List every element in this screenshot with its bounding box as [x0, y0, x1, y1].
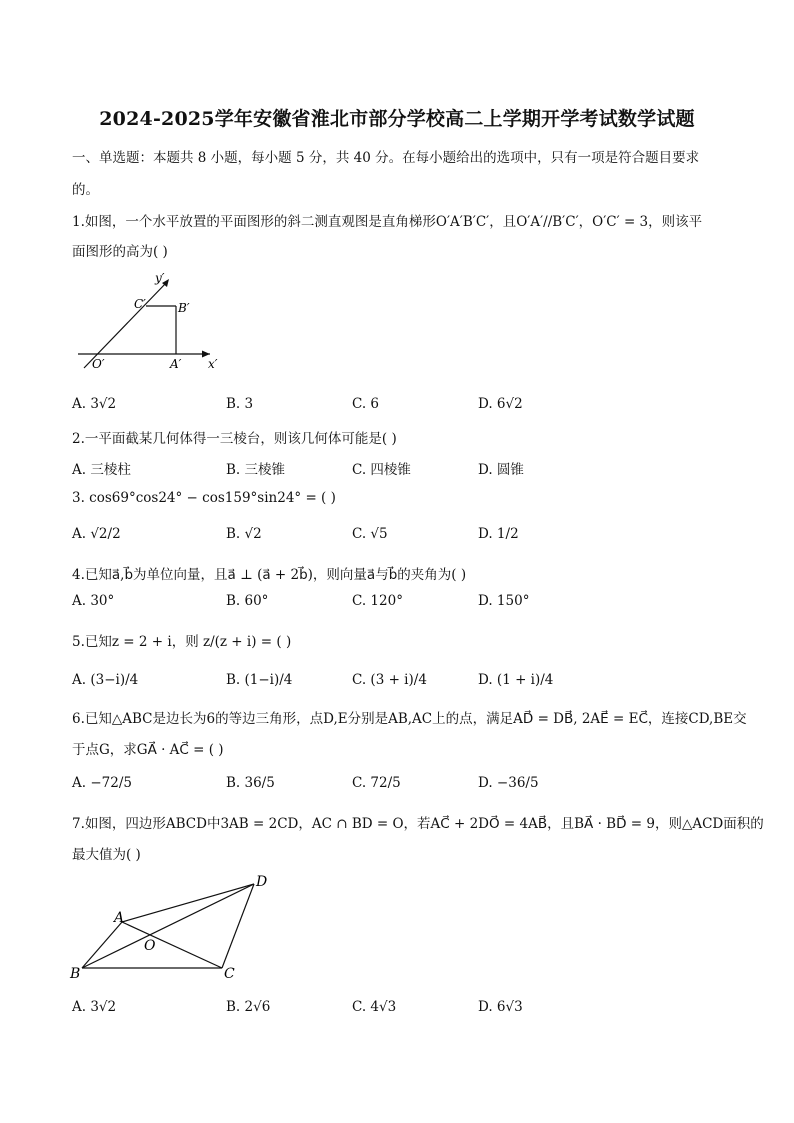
q7-label-b: B	[70, 966, 81, 982]
q5-option-a: A. (3−i)/4	[72, 672, 139, 688]
q3-option-a: A. √2/2	[72, 526, 121, 542]
q3-option-b: B. √2	[226, 526, 262, 542]
q6-option-a: A. −72/5	[72, 775, 132, 791]
q5-option-c: C. (3 + i)/4	[352, 672, 427, 688]
q4-option-b: B. 60°	[226, 593, 269, 609]
q4-option-c: C. 120°	[352, 593, 403, 609]
q3-option-d: D. 1/2	[478, 526, 519, 542]
q7-option-a: A. 3√2	[72, 999, 117, 1015]
q7-edge-ba	[82, 922, 122, 968]
q7-label-a: A	[114, 910, 125, 926]
q2-option-b: B. 三棱锥	[226, 462, 286, 478]
q1-y-axis	[84, 282, 167, 368]
q3-option-c: C. √5	[352, 526, 388, 542]
q1-label-x: x′	[208, 357, 218, 371]
q6-option-c: C. 72/5	[352, 775, 401, 791]
q4-option-d: D. 150°	[478, 593, 530, 609]
q7-edge-dc	[222, 884, 254, 968]
q7-option-d: D. 6√3	[478, 999, 523, 1015]
q6-option-b: B. 36/5	[226, 775, 275, 791]
q1-label-o: O′	[92, 357, 105, 371]
q6-text-line-2: 于点G，求GA⃗ · AC⃗ = ( )	[72, 742, 224, 758]
q7-label-o: O	[144, 938, 156, 954]
section-heading-line-2: 的。	[72, 182, 99, 198]
q1-label-b: B′	[178, 301, 190, 315]
q7-option-c: C. 4√3	[352, 999, 397, 1015]
q2-text: 2.一平面截某几何体得一三棱台，则该几何体可能是( )	[72, 431, 397, 447]
q7-label-d: D	[256, 874, 268, 890]
q5-text: 5.已知z = 2 + i，则 z/(z + i) = ( )	[72, 634, 292, 650]
q7-label-c: C	[224, 966, 235, 982]
q5-option-b: B. (1−i)/4	[226, 672, 293, 688]
q2-option-c: C. 四棱锥	[352, 462, 411, 478]
q4-text: 4.已知a⃗,b⃗为单位向量，且a⃗ ⊥ (a⃗ + 2b⃗)，则向量a⃗与b⃗的夹角为( )	[72, 567, 467, 583]
q4-option-a: A. 30°	[72, 593, 115, 609]
page-title: 2024-2025学年安徽省淮北市部分学校高二上学期开学考试数学试题	[99, 108, 695, 130]
q1-label-c: C′	[134, 297, 146, 311]
q1-option-b: B. 3	[226, 396, 254, 412]
q6-option-d: D. −36/5	[478, 775, 539, 791]
q1-option-c: C. 6	[352, 396, 380, 412]
q1-text-line-1: 1.如图，一个水平放置的平面图形的斜二测直观图是直角梯形O′A′B′C′，且O′A′//B′C′，O′C′ = 3，则该平	[72, 214, 703, 230]
q1-option-a: A. 3√2	[72, 396, 117, 412]
q2-option-a: A. 三棱柱	[72, 462, 131, 478]
q1-option-d: D. 6√2	[478, 396, 523, 412]
q7-text-line-2: 最大值为( )	[72, 847, 141, 863]
q2-option-d: D. 圆锥	[478, 462, 524, 478]
q1-label-a: A′	[170, 357, 182, 371]
q7-figure-quadrilateral	[66, 870, 276, 985]
q7-diagonal-bd	[82, 884, 254, 968]
q7-text-line-1: 7.如图，四边形ABCD中3AB = 2CD，AC ∩ BD = O，若AC⃗ + 2DO⃗ = 4AB⃗，且BA⃗ · BD⃗ = 9，则△ACD面积的	[72, 816, 764, 832]
section-heading-line-1: 一、单选题：本题共 8 小题，每小题 5 分，共 40 分。在每小题给出的选项中，只有一项是符合题目要求	[72, 150, 700, 166]
q6-text-line-1: 6.已知△ABC是边长为6的等边三角形，点D,E分别是AB,AC上的点，满足AD⃗ = DB⃗, 2AE⃗ = EC⃗，连接CD,BE交	[72, 711, 747, 727]
q1-figure-trapezoid	[70, 268, 230, 378]
q3-text: 3. cos69°cos24° − cos159°sin24° = ( )	[72, 490, 336, 506]
q5-option-d: D. (1 + i)/4	[478, 672, 554, 688]
q1-text-line-2: 面图形的高为( )	[72, 244, 168, 260]
q1-label-y: y′	[155, 271, 165, 285]
q7-option-b: B. 2√6	[226, 999, 271, 1015]
q7-diagonal-ac	[122, 922, 222, 968]
